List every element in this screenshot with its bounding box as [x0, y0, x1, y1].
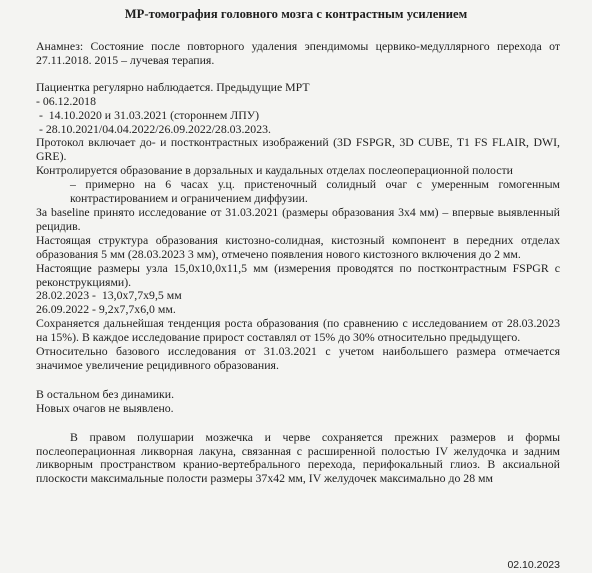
trend-paragraph: Сохраняется дальнейшая тенденция роста образования (по сравнению с исследованием от 28.03.2023 на 15%). В каждое исследование прирост составлял от 15% до 30% относительно предыдущего.	[36, 316, 560, 345]
prior-mri-item: - 14.10.2020 и 31.03.2021 (стороннем ЛПУ)	[36, 107, 260, 122]
prior-mri-item: - 28.10.2021/04.04.2022/26.09.2022/28.03.2023.	[36, 121, 271, 136]
measurement-item: 28.02.2023 - 13,0х7,7х9,5 мм	[36, 288, 182, 303]
no-change-line: В остальном без динамики.	[36, 386, 175, 401]
anamnesis-paragraph: Анамнез: Состояние после повторного удаления эпендимомы цервико-медуллярного перехода от 27.11.2018. 2015 – лучевая терапия.	[36, 39, 560, 67]
report-body	[36, 40, 560, 486]
finding-line: Контролируется образование в дорзальных и каудальных отделах послеоперационной полости	[36, 163, 513, 178]
cerebellum-paragraph: В правом полушарии мозжечка и черве сохраняется прежних размеров и формы послеоперационная ликворная лакуна, связанная с расширенной полостью IV желудочка и задним ликворным пространством кранио-вертебрального перехода, перифокальный глиоз. В аксиальной плоскости максимальные полости размеры 37х42 мм, IV желудочек максимально до 28 мм	[36, 429, 560, 486]
structure-paragraph: Настоящая структура образования кистозно-солидная, кистозный компонент в передних отделах образования 5 мм (28.03.2023 3 мм), отмечено появления нового кистозного включения до 2 мм.	[36, 232, 560, 261]
growth-conclusion-paragraph: Относительно базового исследования от 31.03.2021 с учетом наибольшего размера отмечается значимое увеличение рецидивного образования.	[36, 344, 560, 372]
report-title: МР-томография головного мозга с контрастным усилением	[124, 7, 468, 21]
prior-mri-item: - 06.12.2018	[36, 93, 96, 108]
measurement-item: 26.09.2022 - 9,2х7,7х6,0 мм.	[36, 302, 176, 317]
baseline-paragraph: За baseline принято исследование от 31.03.2021 (размеры образования 3х4 мм) – впервые выявленный рецидив.	[36, 204, 560, 233]
size-paragraph: Настоящие размеры узла 15,0х10,0х11,5 мм (измерения проводятся по постконтрастным FSPGR с реконструкциями).	[36, 260, 560, 289]
no-new-lesions-line: Новых очагов не выявлено.	[36, 400, 174, 415]
protocol-paragraph: Протокол включает до- и постконтрастных изображений (3D FSPGR, 3D CUBE, T1 FS FLAIR, DWI, GRE).	[36, 135, 560, 164]
footer-date: 02.10.2023	[507, 559, 560, 571]
observation-line: Пациентка регулярно наблюдается. Предыдущие МРТ	[36, 79, 310, 94]
finding-detail: – примерно на 6 часах у.ц. пристеночный солидный очаг с умеренным гомогенным контрастированием и ограничением диффузии.	[70, 177, 560, 206]
